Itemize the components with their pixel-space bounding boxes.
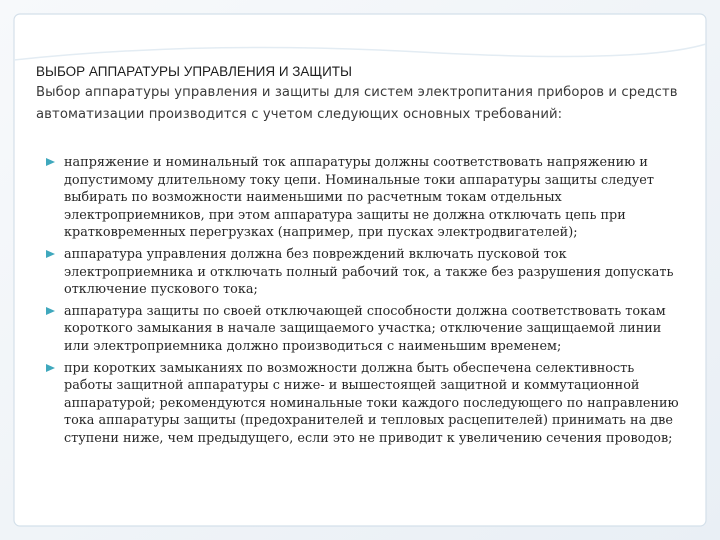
requirements-list xyxy=(46,154,686,452)
list-item-text: аппаратура управления должна без повреждений включать пусковой ток электроприемника и отключать полный рабочий ток, а также без разрушения допускать отключение пускового тока; xyxy=(64,246,674,298)
slide-heading: ВЫБОР АППАРАТУРЫ УПРАВЛЕНИЯ И ЗАЩИТЫ xyxy=(36,64,352,79)
list-item xyxy=(46,246,686,299)
bullet-icon xyxy=(46,307,55,315)
list-item-text: аппаратура защиты по своей отключающей способности должна соответствовать токам короткого замыкания в начале защищаемого участка; отключение защищаемой линии или электроприемника должно производиться с наименьшим временем; xyxy=(64,303,666,354)
list-item-text: напряжение и номинальный ток аппаратуры должны соответствовать напряжению и допустимому длительному току цепи. Номинальные токи аппаратуры защиты следует выбирать по возможности наименьшими по расчетным токам отдельных электроприемников, при этом аппаратура защиты не должна отключать цепь при кратковременных перегрузках (например, при пусках электродвигателей); xyxy=(64,155,654,241)
slide-intro: Выбор аппаратуры управления и защиты для систем электропитания приборов и средств автоматизации производится с учетом следующих основных требований: xyxy=(36,85,678,122)
bullet-icon xyxy=(46,364,55,372)
bullet-icon xyxy=(46,250,55,258)
title-block xyxy=(36,62,696,126)
list-item-text: при коротких замыканиях по возможности должна быть обеспечена селективность работы защитной аппаратуры с ниже- и вышестоящей защитной и коммутационной аппаратурой; рекомендуются номинальные токи каждого последующего по направлению тока аппаратуры защиты (предохранителей и тепловых расцепителей) принимать на две ступени ниже, чем предыдущего, если это не приводит к увеличению сечения проводов; xyxy=(64,360,679,446)
bullet-icon xyxy=(46,158,55,166)
list-item xyxy=(46,303,686,356)
list-item xyxy=(46,154,686,242)
list-item xyxy=(46,360,686,448)
